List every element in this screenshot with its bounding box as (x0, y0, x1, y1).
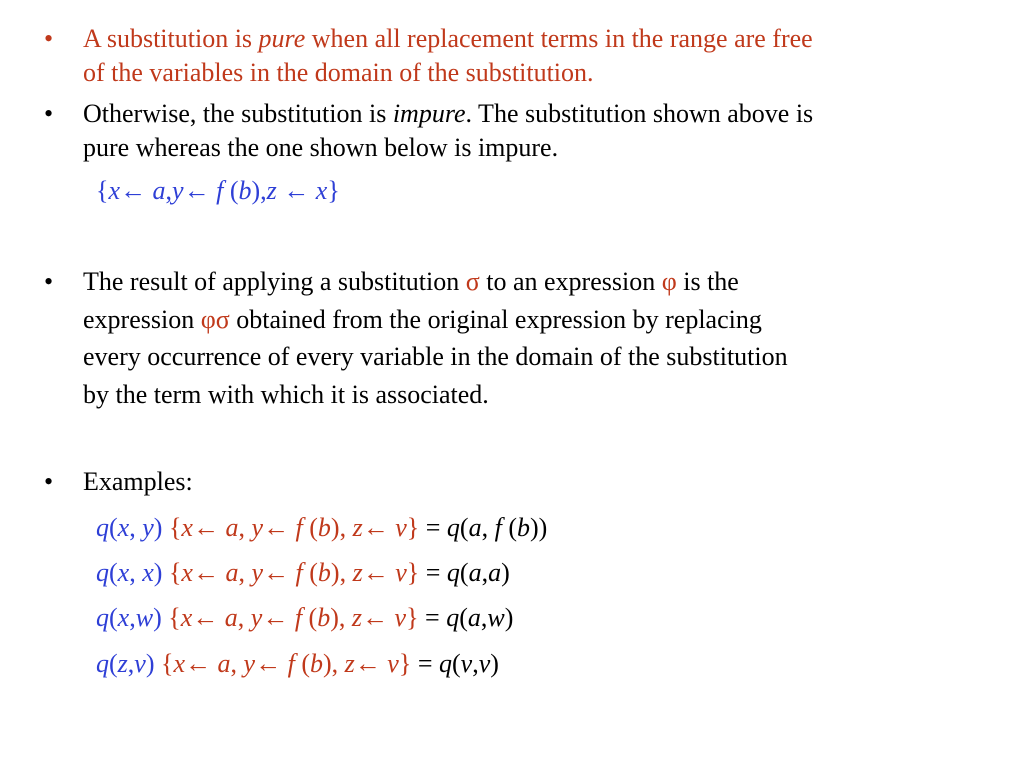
text-line (83, 263, 788, 301)
text-run: , (129, 558, 143, 587)
text-run: q (439, 649, 452, 678)
text-run: x (173, 649, 186, 678)
text-run: σ (465, 267, 480, 296)
text-run: { (168, 513, 182, 542)
text-run: f (287, 649, 295, 678)
text-run: a (467, 603, 481, 632)
text-run: } (327, 176, 340, 205)
text-run: ← (192, 558, 226, 587)
text-run: , (472, 649, 479, 678)
bullet-text (83, 97, 813, 165)
text-run: w (487, 603, 505, 632)
example-4 (96, 648, 499, 680)
text-run: { (168, 558, 182, 587)
text-run: b (317, 513, 331, 542)
text-run: { (168, 603, 181, 632)
text-run: a (225, 513, 239, 542)
text-run: ← (362, 558, 396, 587)
text-line (83, 56, 813, 90)
text-run: ← (263, 558, 296, 587)
text-run: ← (262, 603, 295, 632)
text-run: a (224, 603, 238, 632)
text-run: ← (185, 649, 218, 678)
text-run: x (108, 176, 121, 205)
text-line (83, 301, 788, 339)
text-run: y (250, 603, 263, 632)
text-run: The result of applying a substitution (83, 267, 466, 296)
text-run: Otherwise, the substitution is (83, 99, 393, 128)
text-run: ( (459, 513, 469, 542)
text-run: ), (251, 176, 267, 205)
text-run: , (230, 649, 244, 678)
text-run: f (216, 176, 224, 205)
text-run: ) (153, 603, 169, 632)
text-run: ← (192, 603, 225, 632)
text-run: ), (323, 649, 345, 678)
text-run: v (387, 649, 399, 678)
text-run: ( (459, 558, 469, 587)
text-run: x (181, 558, 193, 587)
bullet-dot: • (44, 99, 54, 128)
text-run: ) (501, 558, 510, 587)
text-run: v (134, 649, 146, 678)
text-run: ← (255, 649, 288, 678)
text-run: is the (676, 267, 739, 296)
text-run: q (96, 558, 109, 587)
text-run: f (295, 513, 303, 542)
text-run: ( (302, 513, 318, 542)
text-run: ← (263, 513, 296, 542)
text-run: , (237, 603, 251, 632)
text-run: v (460, 649, 473, 678)
text-run: f (294, 603, 303, 632)
text-line (83, 97, 813, 131)
text-run: x (117, 558, 130, 587)
text-run: a (488, 558, 502, 587)
text-run: φσ (200, 304, 230, 334)
bullet-dot: • (44, 24, 54, 53)
text-run: ( (109, 649, 118, 678)
text-run: x (180, 603, 193, 632)
text-run: . The substitution shown above is (465, 99, 814, 128)
text-run: ← (362, 513, 396, 542)
example-2 (96, 557, 510, 589)
text-run: b (310, 649, 323, 678)
text-run: of the variables in the domain of the substitution. (83, 58, 594, 87)
bullet-text (83, 263, 788, 413)
text-run: , (480, 603, 488, 632)
text-run: ) (153, 558, 169, 587)
text-run: x (117, 513, 130, 542)
text-line (83, 22, 813, 56)
text-run: w (135, 603, 154, 632)
text-run: , (481, 558, 489, 587)
text-run: A substitution is (83, 24, 259, 53)
text-line (83, 131, 813, 165)
text-run: = (419, 513, 447, 542)
text-run: y (251, 513, 264, 542)
text-run: b (517, 513, 530, 542)
text-run: ( (501, 513, 517, 542)
text-line (83, 465, 193, 499)
text-line (83, 338, 788, 376)
text-run: obtained from the original expression by replacing (229, 304, 762, 334)
text-run: by the term with which it is associated. (83, 379, 489, 409)
text-run: ( (109, 513, 118, 542)
text-run: expression (83, 304, 201, 334)
text-run: } (398, 649, 412, 678)
text-run: q (96, 649, 109, 678)
bullet-text (83, 22, 813, 90)
text-run: ( (109, 558, 118, 587)
text-run: = (411, 649, 439, 678)
text-run: y (251, 558, 264, 587)
text-run: v (394, 603, 407, 632)
text-run: )) (530, 513, 548, 542)
text-run: x (142, 558, 154, 587)
text-run: a (217, 649, 231, 678)
text-run: v (395, 558, 407, 587)
text-run: ( (452, 649, 461, 678)
text-run: v (395, 513, 407, 542)
text-run: , (238, 513, 252, 542)
text-run: z (117, 649, 128, 678)
text-run: ← (183, 176, 217, 205)
text-run: z (351, 603, 363, 632)
text-run: ) (490, 649, 499, 678)
text-run: q (446, 513, 460, 542)
text-run: ← (276, 176, 316, 205)
text-run: ( (294, 649, 310, 678)
text-run: z (352, 513, 363, 542)
text-run: Examples: (83, 467, 193, 496)
text-run: ) (145, 649, 162, 678)
text-run: y (243, 649, 256, 678)
text-run: ( (223, 176, 239, 205)
text-run: } (406, 558, 420, 587)
bullet-text (83, 465, 193, 499)
example-3 (96, 602, 513, 634)
text-run: every occurrence of every variable in the domain of the substitution (83, 342, 788, 371)
text-run: b (238, 176, 252, 205)
text-run: y (142, 513, 154, 542)
impure-substitution-example (96, 175, 340, 207)
text-run: } (406, 603, 419, 632)
text-run: y (172, 176, 184, 205)
text-run: ← (120, 176, 153, 205)
text-run: ( (302, 603, 318, 632)
text-run: x (315, 176, 328, 205)
text-run: { (96, 176, 109, 205)
text-run: x (181, 513, 193, 542)
text-run: φ (661, 267, 677, 296)
text-run: z (266, 176, 277, 205)
text-run: ( (459, 603, 468, 632)
text-run: ← (362, 603, 395, 632)
text-run: to an expression (479, 267, 662, 296)
text-run: x (117, 603, 130, 632)
text-run: , (129, 513, 143, 542)
text-run: q (446, 558, 460, 587)
text-run: a (468, 558, 482, 587)
text-run: z (344, 649, 355, 678)
text-run: , (129, 603, 136, 632)
text-run: ← (192, 513, 226, 542)
text-run: q (96, 513, 109, 542)
text-run: ) (153, 513, 169, 542)
text-run: = (418, 603, 447, 632)
text-run: z (352, 558, 363, 587)
example-1 (96, 512, 547, 544)
text-line (83, 376, 788, 414)
text-run: f (494, 513, 502, 542)
text-run: a (225, 558, 239, 587)
bullet-dot: • (44, 267, 54, 296)
text-run: , (481, 513, 495, 542)
text-run: pure (258, 24, 306, 53)
text-run: ( (302, 558, 318, 587)
text-run: when all replacement terms in the range are free (305, 24, 813, 53)
text-run: impure (392, 99, 466, 128)
text-run: q (446, 603, 460, 632)
text-run: a (152, 176, 166, 205)
text-run: , (127, 649, 135, 678)
bullet-dot: • (44, 467, 54, 496)
text-run: b (317, 558, 331, 587)
text-run: ) (504, 603, 514, 632)
text-run: f (295, 558, 303, 587)
text-run: a (468, 513, 482, 542)
text-run: b (317, 603, 331, 632)
text-run: ), (330, 558, 353, 587)
text-run: { (161, 649, 174, 678)
text-run: , (238, 558, 252, 587)
text-run: pure whereas the one shown below is impure. (83, 133, 559, 162)
text-run: ← (354, 649, 388, 678)
text-run: } (406, 513, 420, 542)
text-run: = (419, 558, 447, 587)
text-run: q (96, 603, 109, 632)
text-run: ), (330, 513, 353, 542)
text-run: ), (330, 603, 352, 632)
text-run: v (478, 649, 491, 678)
text-run: , (165, 176, 173, 205)
text-run: ( (109, 603, 118, 632)
